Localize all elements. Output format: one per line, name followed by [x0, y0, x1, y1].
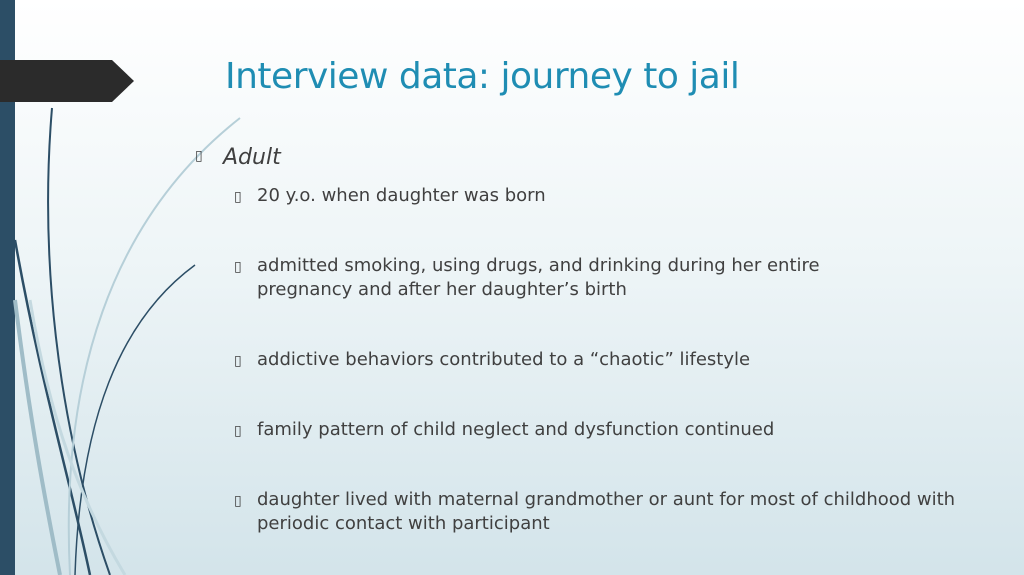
slide-title: Interview data: journey to jail: [225, 56, 740, 97]
bullet-marker-icon: ▯: [195, 148, 203, 164]
title-arrow-shape: [0, 60, 135, 102]
list-item-text: family pattern of child neglect and dysfunction continued: [257, 419, 775, 440]
list-item-text: 20 y.o. when daughter was born: [257, 185, 546, 206]
bullet-marker-icon: ▯: [234, 189, 242, 205]
bullet-marker-icon: ▯: [234, 493, 242, 509]
list-item: [234, 254, 974, 302]
list-item: [234, 488, 974, 536]
list-item: [234, 418, 974, 442]
bullet-marker-icon: ▯: [234, 423, 242, 439]
list-item-text: admitted smoking, using drugs, and drinking during her entire pregnancy and after her daughter’s birth: [257, 255, 820, 300]
bullet-marker-icon: ▯: [234, 259, 242, 275]
list-item-text: addictive behaviors contributed to a “chaotic” lifestyle: [257, 349, 751, 370]
list-item: [234, 184, 974, 208]
list-item: [234, 348, 974, 372]
bullet-level1-text: Adult: [223, 145, 281, 170]
bullet-marker-icon: ▯: [234, 353, 242, 369]
list-item-text: daughter lived with maternal grandmother or aunt for most of childhood with periodic contact with participant: [257, 489, 956, 534]
